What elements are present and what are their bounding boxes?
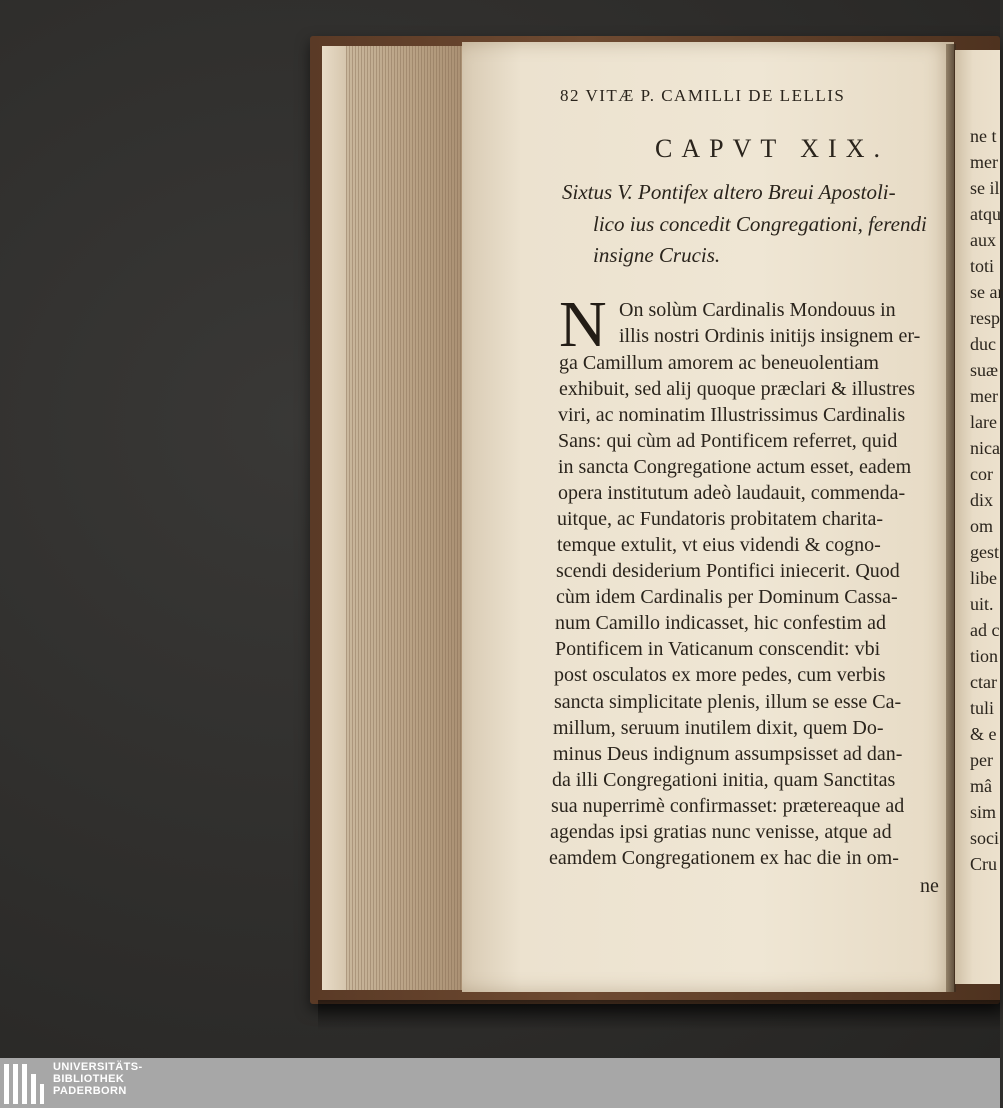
facing-line: mer: [970, 386, 998, 406]
facing-line: mer: [970, 152, 998, 172]
facing-line: se il: [970, 178, 1000, 198]
facing-line: ctar: [970, 672, 997, 692]
facing-line: ad c: [970, 620, 1000, 640]
body-line: exhibuit, sed alij quoque præclari & illustres: [559, 378, 916, 400]
body-line: sancta simplicitate plenis, illum se esse Ca-: [554, 691, 902, 713]
library-name-line: PADERBORN: [53, 1085, 127, 1097]
facing-line: libe: [970, 568, 997, 588]
body-line: eamdem Congregationem ex hac die in om-: [549, 847, 899, 869]
body-line: minus Deus indignum assumpsisset ad dan-: [553, 743, 903, 765]
drop-cap-initial: N: [559, 288, 607, 361]
facing-line: Cru: [970, 854, 997, 874]
facing-line: atqu: [970, 204, 1001, 224]
book-shadow: [318, 1000, 1000, 1030]
facing-line: se ar: [970, 282, 1003, 302]
body-line: scendi desiderium Pontifici iniecerit. Quod: [556, 560, 900, 582]
facing-line: tuli: [970, 698, 995, 718]
facing-line: suæ: [970, 360, 999, 380]
chapter-title: CAPVT XIX.: [655, 134, 889, 163]
body-line: post osculatos ex more pedes, cum verbis: [554, 664, 886, 686]
facing-line: tion: [970, 646, 999, 666]
facing-line: aux: [970, 230, 996, 250]
body-line: Sans: qui cùm ad Pontificem referret, quid: [558, 430, 898, 452]
chapter-summary-line: insigne Crucis.: [593, 243, 721, 267]
chapter-summary-line: Sixtus V. Pontifex altero Breui Apostoli-: [562, 180, 896, 204]
body-line: opera institutum adeò laudauit, commenda-: [558, 482, 906, 504]
facing-line: & e: [970, 724, 997, 744]
body-line: num Camillo indicasset, hic confestim ad: [555, 612, 887, 634]
facing-line: gest: [970, 542, 999, 562]
facing-line: nica: [970, 438, 1000, 458]
running-head: 82 VITÆ P. CAMILLI DE LELLIS: [560, 86, 846, 105]
library-name-line: BIBLIOTHEK: [53, 1073, 125, 1085]
library-name-line: UNIVERSITÄTS-: [53, 1061, 143, 1073]
facing-line: mâ: [970, 776, 992, 796]
facing-line: cor: [970, 464, 993, 484]
body-line: Pontificem in Vaticanum conscendit: vbi: [555, 638, 881, 660]
library-footer: [0, 1058, 1000, 1108]
body-line: uitque, ac Fundatoris probitatem charita-: [557, 508, 884, 530]
library-name: [53, 1061, 143, 1097]
catchword: ne: [920, 875, 939, 897]
body-line: cùm idem Cardinalis per Dominum Cassa-: [556, 586, 898, 608]
facing-line: toti: [970, 256, 995, 276]
body-line: illis nostri Ordinis initijs insignem er-: [619, 325, 921, 347]
facing-line: om: [970, 516, 994, 536]
body-line: da illi Congregationi initia, quam Sanctitas: [552, 769, 896, 791]
body-line: agendas ipsi gratias nunc venisse, atque ad: [550, 821, 892, 843]
facing-line: uit.: [970, 594, 994, 614]
body-line: viri, ac nominatim Illustrissimus Cardinalis: [558, 404, 906, 426]
body-line: sua nuperrimè confirmasset: prætereaque ad: [551, 795, 905, 817]
facing-line: per: [970, 750, 993, 770]
body-line: ga Camillum amorem ac beneuolentiam: [559, 352, 879, 374]
facing-line: resp: [970, 308, 1000, 328]
body-line: On solùm Cardinalis Mondouus in: [619, 299, 896, 321]
page-edges-fore: [322, 46, 346, 990]
body-line: in sancta Congregatione actum esset, eadem: [558, 456, 912, 478]
facing-line: ne t: [970, 126, 997, 146]
facing-line: dix: [970, 490, 994, 510]
facing-page-text: [955, 50, 1003, 984]
facing-line: sim: [970, 802, 997, 822]
chapter-summary-line: lico ius concedit Congregationi, ferendi: [593, 212, 927, 236]
library-logo-icon: [4, 1064, 44, 1104]
facing-line: duc: [970, 334, 996, 354]
facing-line: lare: [970, 412, 997, 432]
body-line: millum, seruum inutilem dixit, quem Do-: [553, 717, 884, 739]
body-line: temque extulit, vt eius videndi & cogno-: [557, 534, 881, 556]
facing-line: soci: [970, 828, 999, 848]
